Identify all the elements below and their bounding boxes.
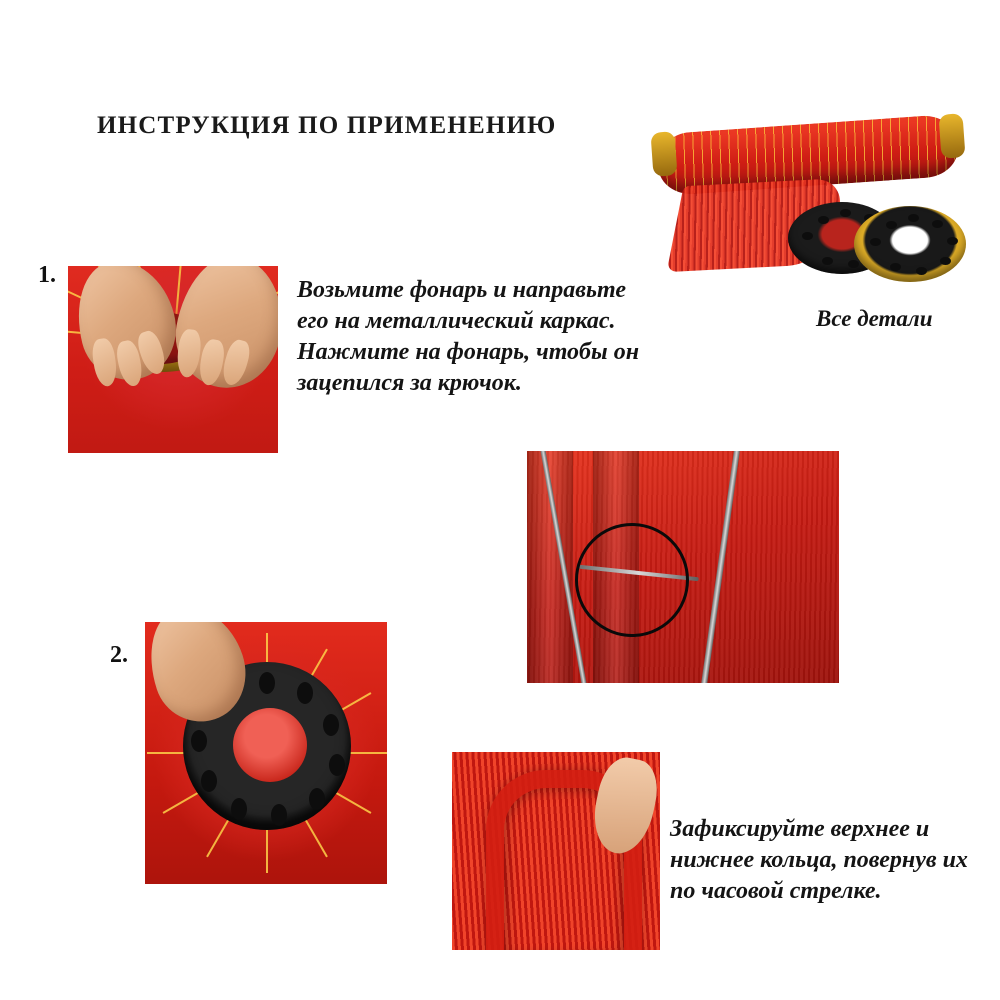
page-title: ИНСТРУКЦИЯ ПО ПРИМЕНЕНИЮ — [97, 112, 557, 139]
bundle-cap-left-shape — [650, 131, 677, 177]
step-2-caption: Зафиксируйте верхнее и нижнее кольца, повернув их по часовой стрелке. — [670, 816, 968, 904]
frame-wire-shape — [698, 451, 743, 683]
step-1-number: 1. — [38, 262, 56, 288]
hands-pressing-lantern-photo — [68, 266, 278, 453]
step-2-number: 2. — [110, 642, 128, 668]
bundle-cap-right-shape — [938, 113, 965, 159]
step-1-caption: Возьмите фонарь и направьте его на металлический каркас. Нажмите на фонарь, чтобы он зацепился за крючок. — [297, 277, 640, 396]
highlight-circle-marker — [575, 523, 689, 637]
hook-closeup-photo — [527, 451, 839, 683]
twisting-rings-photo — [452, 752, 660, 950]
gold-ring-shape — [854, 206, 966, 282]
all-parts-label: Все детали — [816, 306, 933, 331]
red-inner-cap-shape — [233, 708, 307, 782]
all-parts-photo — [648, 110, 968, 300]
black-ring-photo — [145, 622, 387, 884]
